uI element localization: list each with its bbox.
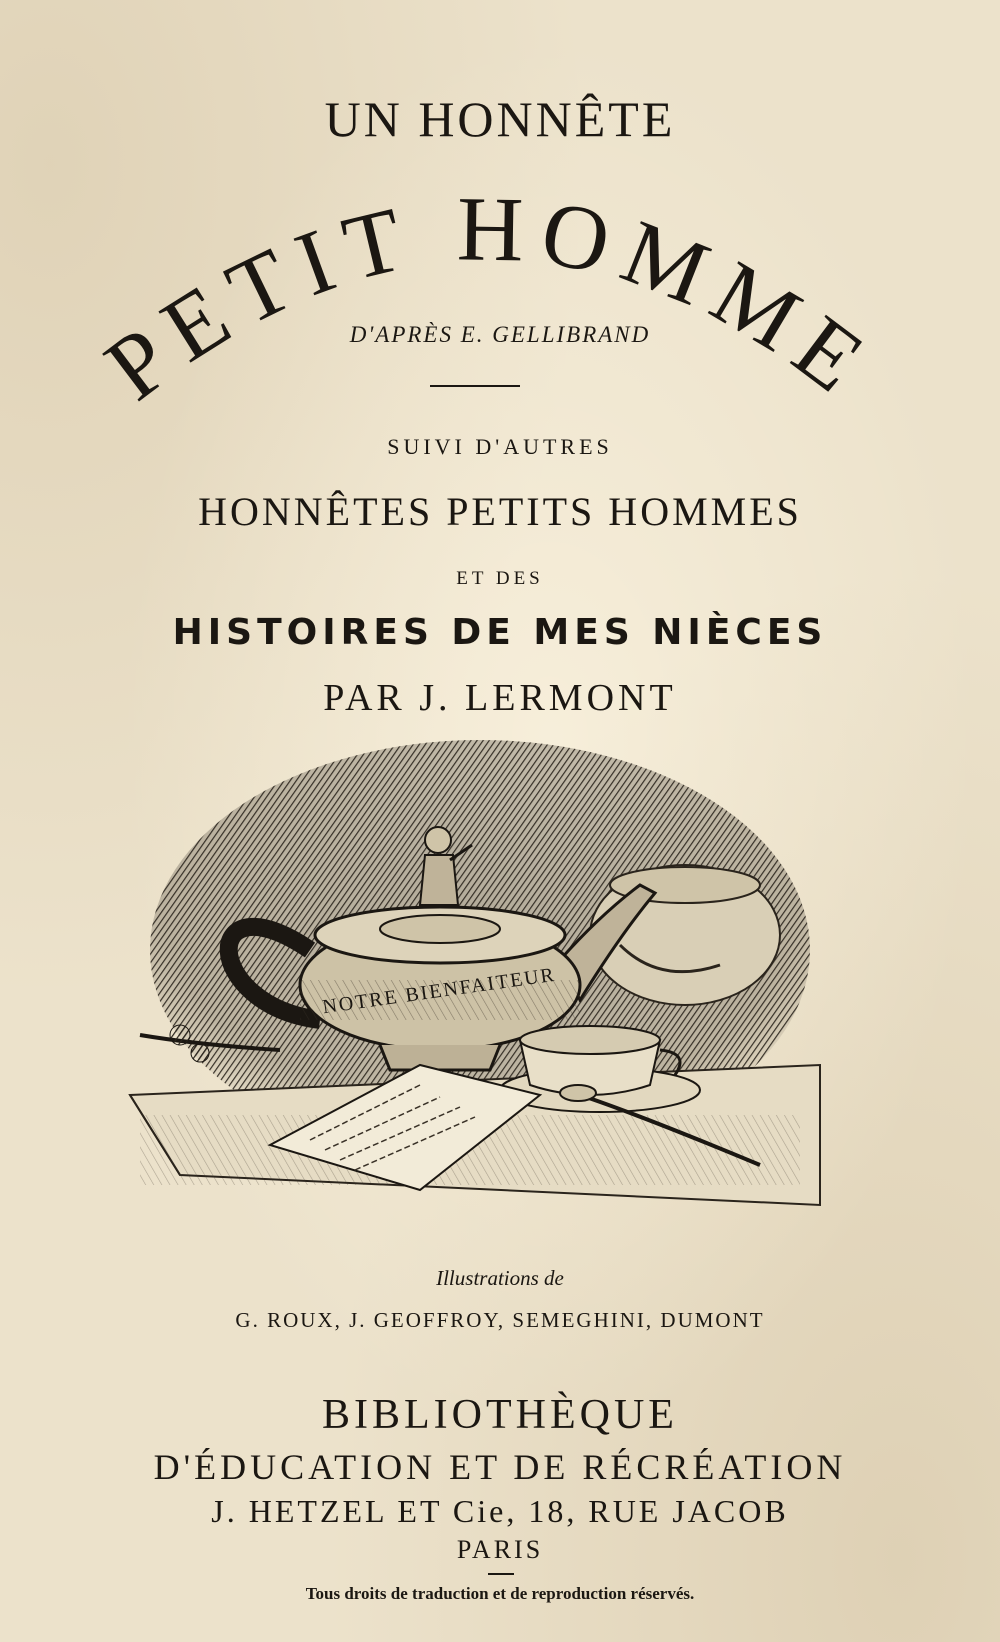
illustrators: G. ROUX, J. GEOFFROY, SEMEGHINI, DUMONT (235, 1308, 765, 1332)
teapot-engraving (120, 735, 840, 1240)
subtitle: HONNÊTES PETITS HOMMES (198, 489, 802, 534)
after-author-line: D'APRÈS E. GELLIBRAND (349, 322, 651, 347)
city: PARIS (456, 1535, 544, 1564)
illustrations-by: Illustrations de (436, 1266, 564, 1290)
title-arc-text: PETIT HOMME (86, 177, 893, 420)
title-arc (0, 140, 1000, 480)
svg-text:PETIT HOMME (87, 177, 893, 419)
histoires-title: HISTOIRES DE MES NIÈCES (172, 612, 828, 653)
rights-notice: Tous droits de traduction et de reproduction réservés. (305, 1584, 695, 1603)
publisher-series: BIBLIOTHÈQUE (322, 1392, 678, 1438)
publisher-series-2: D'ÉDUCATION ET DE RÉCRÉATION (153, 1447, 847, 1487)
title-divider (430, 385, 520, 387)
title-line-1: UN HONNÊTE (324, 91, 676, 147)
et-des-line: ET DES (456, 568, 544, 589)
publisher-address: J. HETZEL ET Cie, 18, RUE JACOB (211, 1493, 789, 1529)
suivi-line: SUIVI D'AUTRES (387, 434, 613, 459)
author-line: PAR J. LERMONT (323, 677, 677, 719)
bottom-divider (488, 1573, 514, 1575)
teapot-inscription: NOTRE BIENFAITEUR (321, 963, 558, 1019)
lid-figurine (425, 827, 451, 853)
